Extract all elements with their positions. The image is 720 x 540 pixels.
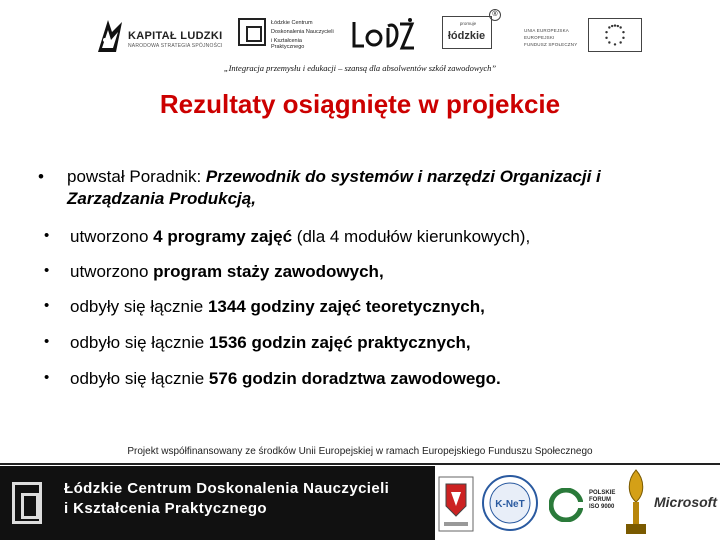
bullet-dot: •	[44, 369, 50, 386]
award-trophy-icon	[621, 468, 651, 538]
bullet-poradnik-title: Przewodnik do systemów i narzędzi Organizacji i Zarządzania Produkcją,	[67, 167, 601, 208]
slide-title: Rezultaty osiągnięte w projekcie	[159, 89, 561, 119]
bottom-bar	[0, 463, 720, 540]
pfj-line-3: ISO 9000	[589, 504, 615, 510]
result-item-text: utworzono	[70, 262, 154, 281]
promotion-small-text: promuje	[459, 21, 477, 26]
bullet-poradnik-prefix: powstał Poradnik:	[67, 167, 206, 186]
lcdn-line-3: i Kształcenia Praktycznego	[271, 38, 305, 50]
cofinancing-note: Projekt współfinansowany ze środków Unii Europejskiej w ramach Europejskiego Funduszu Społecznego	[127, 446, 593, 457]
divider	[0, 463, 720, 465]
bullet-dot: •	[38, 167, 44, 186]
lodz-city-logo-icon	[350, 16, 416, 56]
bottom-bar-line-2: i Kształcenia Praktycznego	[64, 500, 267, 517]
eu-flag-icon	[588, 18, 642, 52]
pfj-line-2: FORUM	[589, 497, 611, 503]
bullet-dot: •	[44, 262, 50, 279]
bullet-dot: •	[44, 297, 50, 314]
kapital-ludzki-logo-icon	[96, 18, 124, 54]
result-item-text: odbyło się łącznie	[70, 369, 209, 388]
result-item-bold: 576 godzin doradztwa zawodowego.	[208, 369, 501, 388]
pfj-line-1: POLSKIE	[589, 490, 616, 496]
result-item-bold: program staży zawodowych,	[153, 262, 384, 281]
result-item-bold: 1536 godzin zajęć praktycznych,	[208, 333, 471, 352]
ue-line-2: EUROPEJSKI	[524, 35, 555, 40]
kapital-ludzki-subtitle: NARODOWA STRATEGIA SPÓJNOŚCI	[128, 43, 223, 49]
knet-label: K-NeT	[495, 499, 525, 510]
result-item-text: odbyło się łącznie	[70, 333, 209, 352]
header-logos	[0, 0, 720, 62]
lcdn-square-icon	[238, 18, 266, 46]
kapital-ludzki-title: KAPITAŁ LUDZKI	[128, 30, 223, 42]
result-item-bold: 4 programy zajęć	[153, 227, 293, 246]
result-item-text: odbyły się łącznie	[70, 297, 208, 316]
lcdn-line-2: Doskonalenia Nauczycieli	[271, 29, 334, 35]
ue-line-1: UNIA EUROPEJSKA	[524, 28, 570, 33]
ue-line-3: FUNDUSZ SPOŁECZNY	[524, 42, 578, 47]
lcdn-logo	[238, 14, 336, 50]
result-item-text: utworzono	[70, 227, 154, 246]
partner-logos	[435, 466, 720, 540]
bullet-dot: •	[44, 333, 50, 350]
result-item-tail: (dla 4 modułów kierunkowych),	[292, 227, 531, 246]
lcdn-line-1: Łódzkie Centrum	[271, 20, 313, 26]
eagle-crest-icon	[438, 476, 474, 532]
registered-mark-icon: ®	[489, 9, 501, 21]
lcdn-square-icon	[12, 482, 42, 524]
pfj-logo-icon	[549, 488, 583, 522]
promotion-big-text: łódzkie	[447, 30, 486, 42]
microsoft-label: Microsoft	[654, 494, 717, 510]
bullet-dot: •	[44, 227, 50, 244]
project-tagline: „Integracja przemysłu i edukacji – szansą dla absolwentów szkół zawodowych”	[223, 63, 497, 73]
knet-seal-icon	[481, 474, 539, 532]
promotion-lodzkie-logo	[442, 16, 492, 49]
result-item-bold: 1344 godziny zajęć teoretycznych,	[207, 297, 485, 316]
bottom-bar-line-1: Łódzkie Centrum Doskonalenia Nauczycieli	[64, 480, 390, 497]
